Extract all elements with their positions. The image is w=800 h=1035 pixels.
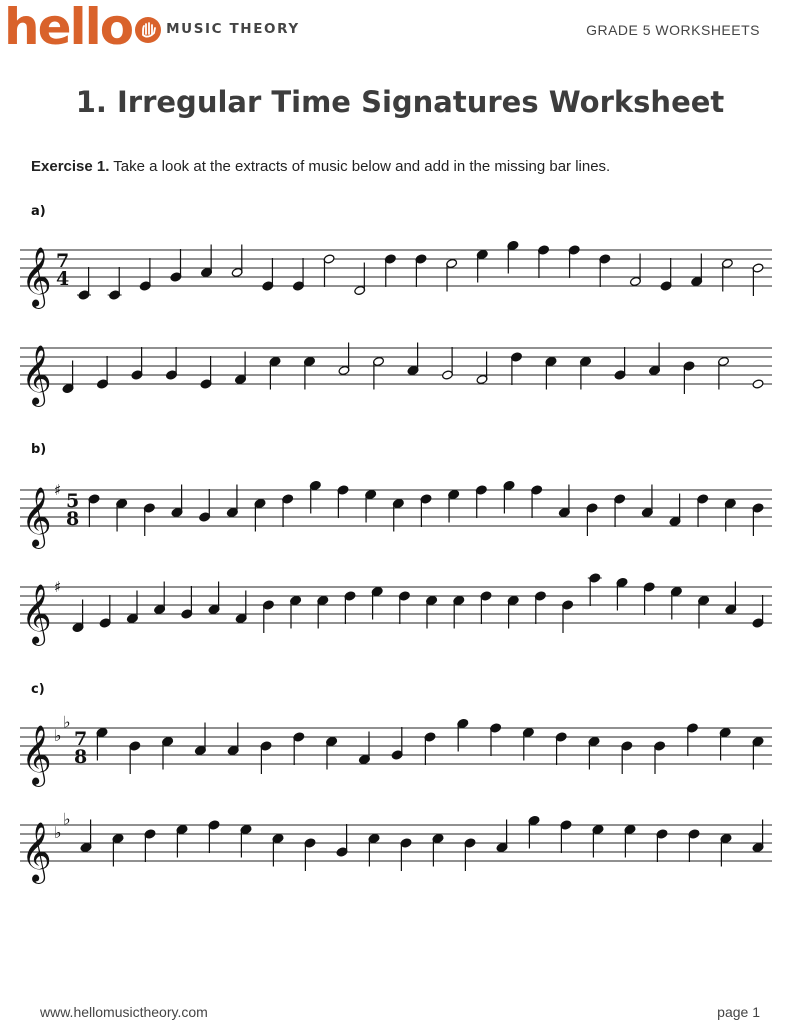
header-label: GRADE 5 WORKSHEETS [586,22,760,38]
key-sharp: ♯ [54,481,62,499]
key-flat: ♭ [54,823,62,842]
logo-subtitle: MUSIC THEORY [166,21,300,37]
treble-clef-icon: 𝄞 [21,822,52,882]
key-flat: ♭ [63,712,71,732]
footer-page-number: page 1 [717,1004,760,1020]
treble-clef-icon: 𝄞 [21,487,52,547]
footer-website[interactable]: www.hellomusictheory.com [40,1004,208,1020]
time-signature-top: 7 [74,728,88,750]
part-label-c: c) [31,682,45,697]
note-head [752,379,764,389]
treble-clef-icon: 𝄞 [21,584,52,644]
time-signature-top: 5 [66,490,80,512]
logo-word: hello [4,0,133,56]
exercise-label: Exercise 1. [31,158,110,175]
part-label-a: a) [31,204,46,219]
staff-c-line1 [12,708,780,788]
logo [4,0,300,54]
treble-clef-icon: 𝄞 [21,725,52,785]
key-flat: ♭ [54,726,62,745]
staff-b-line2 [12,567,780,647]
treble-clef-icon: 𝄞 [21,247,52,307]
key-sharp: ♯ [54,578,62,596]
instruction [31,158,610,175]
staff-a-line2 [12,328,780,408]
page-title: 1. Irregular Time Signatures Worksheet [75,85,725,119]
hand-logo-icon [134,16,162,44]
staff-b-line1 [12,470,780,550]
time-signature-top: 7 [56,250,70,272]
time-signature-bottom: 8 [74,746,88,768]
treble-clef-icon: 𝄞 [21,345,52,405]
instruction-text: Take a look at the extracts of music below and add in the missing bar lines. [109,158,611,175]
time-signature-bottom: 4 [56,268,70,290]
time-signature-bottom: 8 [66,508,80,530]
staff-a-line1 [12,230,780,310]
key-flat: ♭ [63,809,71,829]
part-label-b: b) [31,442,47,457]
staff-c-line2 [12,805,780,885]
